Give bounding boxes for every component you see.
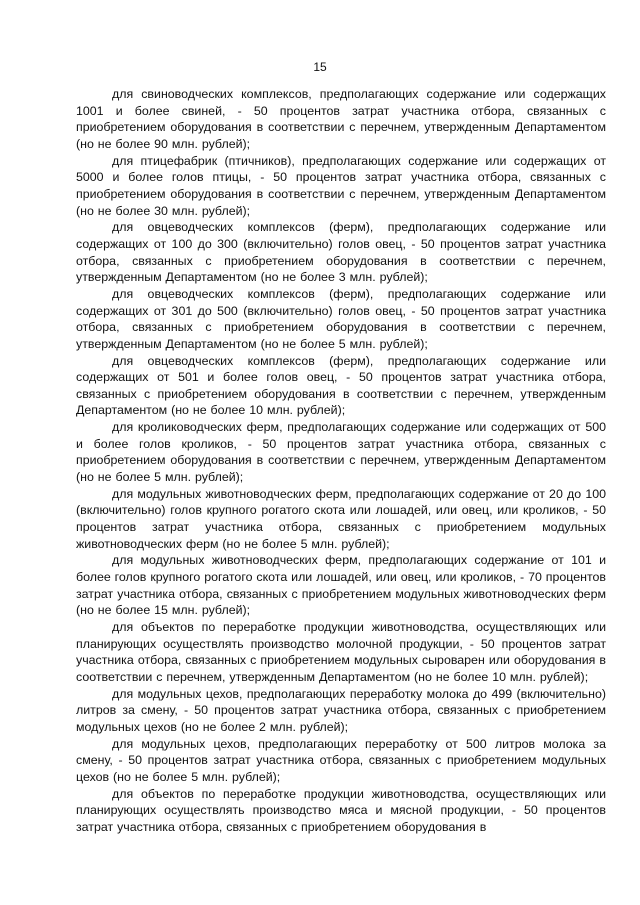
paragraph-sheep-501-plus: для овцеводческих комплексов (ферм), предполагающих содержание или содержащих от 501 и более голов овец, - 50 процентов затрат участника отбора, связанных с приобретением оборудования в соответствии с перечнем, утвержденным Департаментом (но не более 10 млн. рублей); <box>76 353 606 418</box>
paragraph-dairy-processing: для объектов по переработке продукции животноводства, осуществляющих или планирующих осуществлять производство молочной продукции, - 50 процентов затрат участника отбора, связанных с приобретением модульных сыроварен или оборудования в соответствии с перечнем, утвержденным Департаментом (но не более 10 млн. рублей); <box>76 620 606 684</box>
document-body <box>76 86 606 836</box>
paragraph-pig-complexes: для свиноводческих комплексов, предполагающих содержание или содержащих 1001 и более свиней, - 50 процентов затрат участника отбора, связанных с приобретением оборудования в соответствии с перечнем, утвержденным Департаментом (но не более 90 млн. рублей); <box>76 87 606 151</box>
paragraph-rabbit-farms: для кролиководческих ферм, предполагающих содержание или содержащих от 500 и более голов кроликов, - 50 процентов затрат участника отбора, связанных с приобретением оборудования в соответствии с перечнем, утвержденным Департаментом (но не более 5 млн. рублей); <box>76 420 606 485</box>
paragraph-meat-processing: для объектов по переработке продукции животноводства, осуществляющих или планирующих осуществлять производство мяса и мясной продукции, - 50 процентов затрат участника отбора, связанных с приобретением оборудования в <box>76 786 606 834</box>
paragraph-modular-workshops-up-to-499: для модульных цехов, предполагающих переработку молока до 499 (включительно) литров за смену, - 50 процентов затрат участника отбора, связанных с приобретением модульных цехов (но не более 2 млн. рублей); <box>76 686 606 734</box>
page-number: 15 <box>313 60 327 74</box>
paragraph-modular-farms-20-100: для модульных животноводческих ферм, предполагающих содержание от 20 до 100 (включительно) голов крупного рогатого скота или лошадей, или овец, или кроликов, - 50 процентов затрат участника отбора, связанных с приобретением модульных животноводческих ферм (но не более 5 млн. рублей); <box>76 486 606 551</box>
paragraph-sheep-100-300: для овцеводческих комплексов (ферм), предполагающих содержание или содержащих от 100 до 300 (включительно) голов овец, - 50 процентов затрат участника отбора, связанных с приобретением оборудования в соответствии с перечнем, утвержденным Департаментом (но не более 3 млн. рублей); <box>76 220 606 285</box>
paragraph-sheep-301-500: для овцеводческих комплексов (ферм), предполагающих содержание или содержащих от 301 до 500 (включительно) голов овец, - 50 процентов затрат участника отбора, связанных с приобретением оборудования в соответствии с перечнем, утвержденным Департаментом (но не более 5 млн. рублей); <box>76 286 606 351</box>
paragraph-modular-workshops-500-plus: для модульных цехов, предполагающих переработку от 500 литров молока за смену, - 50 процентов затрат участника отбора, связанных с приобретением модульных цехов (но не более 5 млн. рублей); <box>76 736 606 784</box>
paragraph-modular-farms-101-plus: для модульных животноводческих ферм, предполагающих содержание от 101 и более голов крупного рогатого скота или лошадей, или овец, или кроликов, - 70 процентов затрат участника отбора, связанных с приобретением модульных животноводческих ферм (но не более 15 млн. рублей); <box>76 553 606 618</box>
paragraph-poultry-farms: для птицефабрик (птичников), предполагающих содержание или содержащих от 5000 и более голов птицы, - 50 процентов затрат участника отбора, связанных с приобретением оборудования в соответствии с перечнем, утвержденным Департаментом (но не более 30 млн. рублей); <box>76 153 606 218</box>
